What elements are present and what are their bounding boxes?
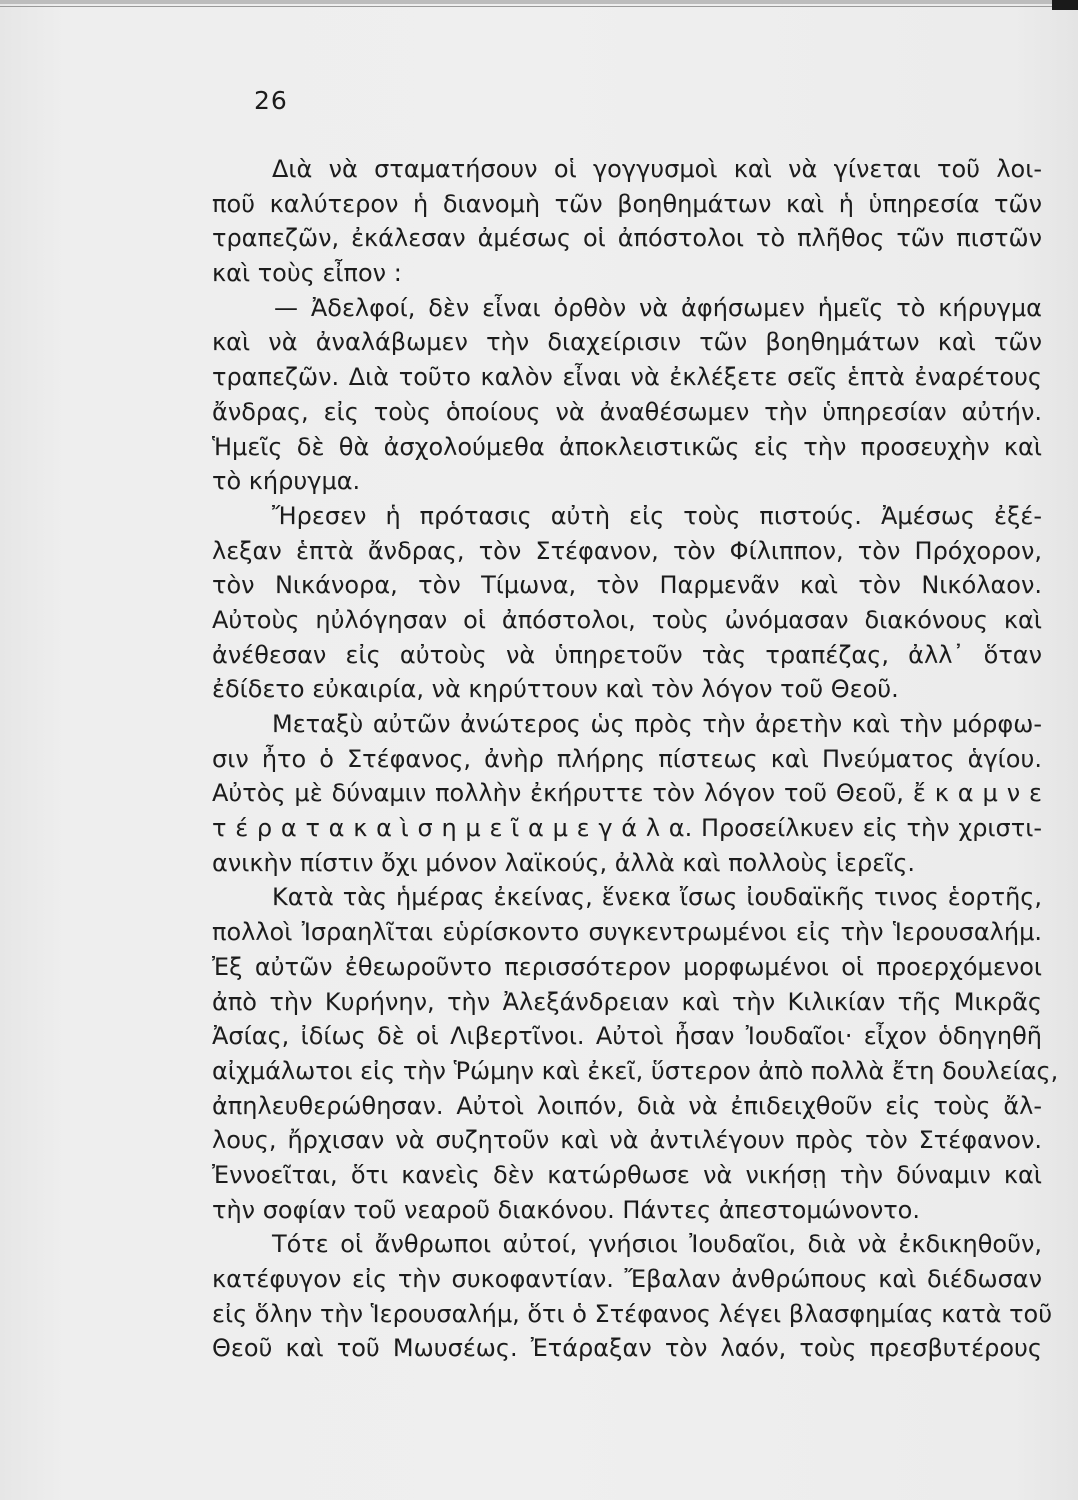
text-line: Ἀσίας, ἰδίως δὲ οἱ Λιβερτῖνοι. Αὐτοὶ ἦσαν Ἰουδαῖοι· εἶχον ὁδηγηθῆ (212, 1022, 1042, 1051)
text-line: ανικὴν πίστιν ὄχι μόνον λαϊκούς, ἀλλὰ καὶ πολλοὺς ἱερεῖς. (212, 848, 916, 877)
text-line: ἀνέθεσαν εἰς αὐτοὺς νὰ ὑπηρετοῦν τὰς τραπέζας, ἀλλ᾽ ὅταν (212, 640, 1042, 669)
text-line: ἀπηλευθερώθησαν. Αὐτοὶ λοιπόν, διὰ νὰ ἐπιδειχθοῦν εἰς τοὺς ἄλ- (212, 1091, 1042, 1120)
text-line: τὸν Νικάνορα, τὸν Τίμωνα, τὸν Παρμενᾶν καὶ τὸν Νικόλαον. (212, 571, 1042, 600)
text-line: λεξαν ἑπτὰ ἄνδρας, τὸν Στέφανον, τὸν Φίλιππον, τὸν Πρόχορον, (212, 536, 1042, 565)
text-line: κατέφυγον εἰς τὴν συκοφαντίαν. Ἔβαλαν ἀνθρώπους καὶ διέδωσαν (212, 1265, 1042, 1293)
text-line: τὸ κήρυγμα. (212, 467, 361, 496)
scan-corner-mark (1052, 0, 1078, 10)
text-line: Κατὰ τὰς ἡμέρας ἐκείνας, ἕνεκα ἴσως ἰουδαϊκῆς τινος ἑορτῆς, (272, 883, 1042, 912)
text-line: τὴν σοφίαν τοῦ νεαροῦ διακόνου. Πάντες ἀπεστομώνοντο. (212, 1195, 920, 1224)
text-line: ἄνδρας, εἰς τοὺς ὁποίους νὰ ἀναθέσωμεν τὴν ὑπηρεσίαν αὐτήν. (212, 397, 1042, 426)
text-line: Μεταξὺ αὐτῶν ἀνώτερος ὡς πρὸς τὴν ἀρετὴν καὶ τὴν μόρφω- (272, 710, 1042, 738)
text-line: Αὐτὸς μὲ δύναμιν πολλὴν ἐκήρυττε τὸν λόγον τοῦ Θεοῦ, ἔ κ α μ ν ε (212, 779, 1042, 808)
text-line: πολλοὶ Ἰσραηλῖται εὑρίσκοντο συγκεντρωμένοι εἰς τὴν Ἱερουσαλήμ. (212, 918, 1042, 947)
text-line: Διὰ νὰ σταματήσουν οἱ γογγυσμοὶ καὶ νὰ γίνεται τοῦ λοι- (272, 155, 1042, 183)
text-line: Ἡμεῖς δὲ θὰ ἀσχολούμεθα ἀποκλειστικῶς εἰς τὴν προσευχὴν καὶ (212, 432, 1042, 461)
text-line: τραπεζῶν. Διὰ τοῦτο καλὸν εἶναι νὰ ἐκλέξετε σεῖς ἑπτὰ ἐναρέτους (212, 363, 1042, 392)
text-line: ἀπὸ τὴν Κυρήνην, τὴν Ἀλεξάνδρειαν καὶ τὴν Κιλικίαν τῆς Μικρᾶς (212, 987, 1042, 1016)
text-line: ἐδίδετο εὐκαιρία, νὰ κηρύττουν καὶ τὸν λόγον τοῦ Θεοῦ. (212, 675, 899, 704)
page-number: 26 (254, 86, 288, 115)
page-top-rule (0, 6, 1078, 7)
text-line: Ἤρεσεν ἡ πρότασις αὐτὴ εἰς τοὺς πιστούς. Ἀμέσως ἐξέ- (272, 501, 1042, 530)
text-line: λους, ἤρχισαν νὰ συζητοῦν καὶ νὰ ἀντιλέγουν πρὸς τὸν Στέφανον. (212, 1126, 1042, 1155)
text-line: εἰς ὅλην τὴν Ἱερουσαλήμ, ὅτι ὁ Στέφανος λέγει βλασφημίας κατὰ τοῦ (212, 1299, 1053, 1328)
text-line: τραπεζῶν, ἐκάλεσαν ἀμέσως οἱ ἀπόστολοι τὸ πλῆθος τῶν πιστῶν (212, 224, 1042, 253)
text-line: ποῦ καλύτερον ἡ διανομὴ τῶν βοηθημάτων καὶ ἡ ὑπηρεσία τῶν (212, 189, 1042, 218)
text-line: καὶ νὰ ἀναλάβωμεν τὴν διαχείρισιν τῶν βοηθημάτων καὶ τῶν (212, 328, 1042, 357)
text-line: Αὐτοὺς ηὐλόγησαν οἱ ἀπόστολοι, τοὺς ὠνόμασαν διακόνους καὶ (212, 605, 1042, 634)
text-line: Ἐξ αὐτῶν ἐθεωροῦντο περισσότερον μορφωμένοι οἱ προερχόμενοι (212, 952, 1042, 981)
text-line: αἰχμάλωτοι εἰς τὴν Ῥώμην καὶ ἐκεῖ, ὕστερον ἀπὸ πολλὰ ἔτη δουλείας, (212, 1056, 1059, 1085)
text-line: σιν ἦτο ὁ Στέφανος, ἀνὴρ πλήρης πίστεως καὶ Πνεύματος ἁγίου. (212, 744, 1042, 773)
body-text (212, 152, 1059, 1366)
text-line: τ έ ρ α τ α κ α ὶ σ η μ ε ῖ α μ ε γ ά λ α. Προσείλκυεν εἰς τὴν χριστι- (212, 814, 1042, 843)
text-line: — Ἀδελφοί, δὲν εἶναι ὀρθὸν νὰ ἀφήσωμεν ἡμεῖς τὸ κήρυγμα (274, 293, 1042, 322)
page-top-edge (0, 0, 1078, 4)
text-line: Θεοῦ καὶ τοῦ Μωυσέως. Ἐτάραξαν τὸν λαόν, τοὺς πρεσβυτέρους (212, 1334, 1042, 1363)
text-line: Τότε οἱ ἄνθρωποι αὐτοί, γνήσιοι Ἰουδαῖοι, διὰ νὰ ἐκδικηθοῦν, (272, 1230, 1042, 1259)
text-line: Ἐννοεῖται, ὅτι κανεὶς δὲν κατώρθωσε νὰ νικήσῃ τὴν δύναμιν καὶ (212, 1160, 1042, 1189)
text-line: καὶ τοὺς εἶπον : (212, 259, 402, 288)
